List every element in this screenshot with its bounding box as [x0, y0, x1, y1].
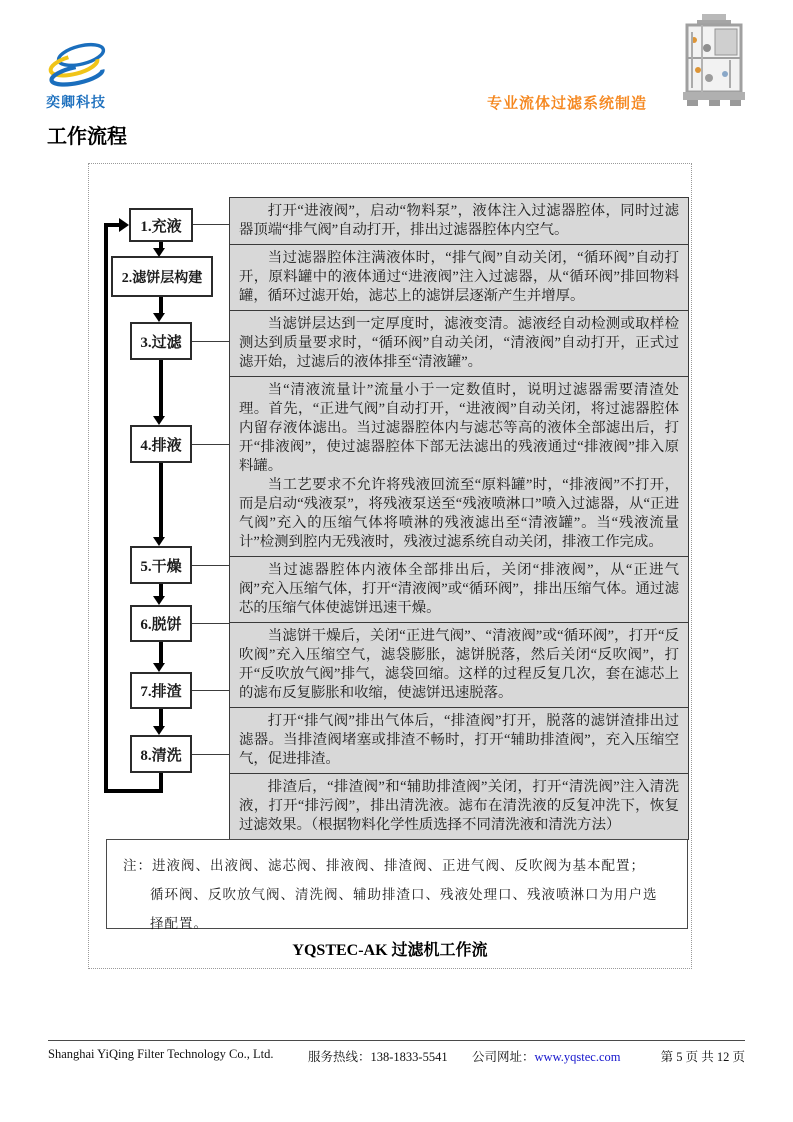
flow-box-step-4: 4.排液 — [130, 425, 192, 463]
step-section-1 — [230, 198, 688, 245]
filter-machine-photo — [678, 12, 750, 114]
connector-step-7 — [192, 690, 229, 691]
footer-hotline — [308, 1047, 448, 1065]
flow-box-step-7: 7.排渣 — [130, 672, 192, 709]
connector-step-3 — [192, 341, 229, 342]
flow-arrow-head — [153, 726, 165, 735]
hotline-number: 138-1833-5541 — [370, 1050, 448, 1064]
flow-arrow-line — [159, 463, 163, 539]
loop-line-left-rail — [104, 223, 108, 793]
step-text: 当过滤器腔体注满液体时，“排气阀”自动关闭，“循环阀”自动打开，原料罐中的液体通过“进液阀”注入过滤器，从“循环阀”排回物料罐，循环过滤开始，滤芯上的滤饼层逐渐产生并增厚。 — [239, 250, 679, 304]
flow-box-step-8: 8.清洗 — [130, 735, 192, 773]
flow-box-step-2: 2.滤饼层构建 — [111, 256, 213, 297]
step-text: 当滤饼层达到一定厚度时，滤液变清。滤液经自动检测或取样检测达到质量要求时，“循环阀”自动关闭，“清液阀”自动打开，正式过滤开始，过滤后的液体排至“清液罐”。 — [239, 316, 679, 370]
loop-line-top — [104, 223, 120, 227]
flow-arrow-head — [153, 596, 165, 605]
connector-step-4 — [192, 444, 229, 445]
flow-box-step-5: 5.干燥 — [130, 546, 192, 584]
flow-arrow-head — [153, 248, 165, 257]
workflow-figure-frame — [88, 163, 692, 969]
step-section-5 — [230, 557, 688, 623]
connector-step-5 — [192, 565, 229, 566]
step-section-3 — [230, 311, 688, 377]
step-text: 当过滤器腔体内液体全部排出后，关闭“排液阀”，从“正进气阀”充入压缩气体，打开“清液阀”或“循环阀”，排出压缩气体。通过滤芯的压缩气体使滤饼迅速干燥。 — [239, 562, 679, 616]
flow-box-step-6: 6.脱饼 — [130, 605, 192, 642]
logo-text: 奕卿科技 — [46, 94, 106, 110]
connector-step-6 — [192, 623, 229, 624]
connector-step-8 — [192, 754, 229, 755]
flow-arrow-head — [153, 537, 165, 546]
step-section-4 — [230, 377, 688, 557]
loop-line-bottom — [104, 789, 163, 793]
flow-arrow-line — [159, 360, 163, 418]
note-line-2: 循环阀、反吹放气阀、清洗阀、辅助排渣口、残液处理口、残液喷淋口为用户选择配置。 — [150, 887, 658, 931]
hotline-label: 服务热线： — [308, 1050, 371, 1064]
flow-arrow-line — [159, 642, 163, 665]
flow-arrow-head — [153, 663, 165, 672]
flow-box-step-1: 1.充液 — [129, 208, 193, 242]
footer-page-number: 第 5 页 共 12 页 — [660, 1050, 745, 1064]
footer-divider — [48, 1040, 745, 1041]
flow-arrow-head — [153, 313, 165, 322]
note-line-1: 注：进液阀、出液阀、滤芯阀、排液阀、排渣阀、正进气阀、反吹阀为基本配置； — [123, 858, 645, 873]
page-title: 工作流程 — [47, 126, 127, 148]
connector-step-1 — [193, 224, 229, 225]
step-text: 排渣后，“排渣阀”和“辅助排渣阀”关闭，打开“清洗阀”注入清洗液，打开“排污阀”，排出清洗液。滤布在清洗液的反复冲洗下，恢复过滤效果。（根据物料化学性质选择不同清洗液和清洗方法） — [239, 779, 679, 833]
step-section-2 — [230, 245, 688, 311]
footer-website — [472, 1047, 621, 1065]
step-description-panel — [229, 197, 689, 840]
website-link[interactable]: www.yqstec.com — [534, 1050, 621, 1064]
step-text: 当工艺要求不允许将残液回流至“原料罐”时，“排液阀”不打开，而是启动“残液泵”，将残液泵送至“残液喷淋口”喷入过滤器，从“正进气阀”充入的压缩气体将喷淋的残液滤出至“清液罐”。当“残液流量计”检测到腔内无残液时，残液过滤系统自动关闭，排液工作完成。 — [239, 477, 679, 550]
flow-arrow-head — [153, 416, 165, 425]
step-text: 当滤饼干燥后，关闭“正进气阀”、“清液阀”或“循环阀”，打开“反吹阀”充入压缩空气，滤袋膨胀，滤饼脱落，然后关闭“反吹阀”，打开“反吹放气阀”排气，滤袋回缩。这样的过程反复几次，套在滤芯上的滤布反复膨胀和收缩，使滤饼迅速脱落。 — [239, 628, 679, 701]
figure-caption: YQSTEC-AK 过滤机工作流 — [292, 942, 488, 959]
step-text: 打开“进液阀”，启动“物料泵”，液体注入过滤器腔体，同时过滤器顶端“排气阀”自动打开，排出过滤器腔体内空气。 — [239, 203, 679, 238]
step-section-7 — [230, 708, 688, 774]
step-section-6 — [230, 623, 688, 708]
step-text: 当“清液流量计”流量小于一定数值时，说明过滤器需要清渣处理。首先，“正进气阀”自动打开，“进液阀”自动关闭，将过滤器腔体内留存液体滤出。当过滤器腔体内与滤芯等高的液体全部滤出后，打开“排液阀”，使过滤器腔体下部无法滤出的残液通过“排液阀”排入原料罐。 — [239, 382, 679, 474]
flow-box-step-3: 3.过滤 — [130, 322, 192, 360]
loop-arrow-head — [119, 218, 129, 232]
header-slogan: 专业流体过滤系统制造 — [487, 95, 648, 112]
website-label: 公司网址： — [472, 1050, 535, 1064]
step-section-8 — [230, 774, 688, 839]
globe-swoosh-logo-icon — [46, 40, 108, 90]
footer-company-name: Shanghai YiQing Filter Technology Co., Ltd. — [48, 1047, 274, 1061]
step-text: 打开“排气阀”排出气体后，“排渣阀”打开，脱落的滤饼渣排出过滤器。当排渣阀堵塞或排渣不畅时，打开“辅助排渣阀”，充入压缩空气，促进排渣。 — [239, 713, 679, 767]
configuration-note-box — [106, 839, 688, 929]
